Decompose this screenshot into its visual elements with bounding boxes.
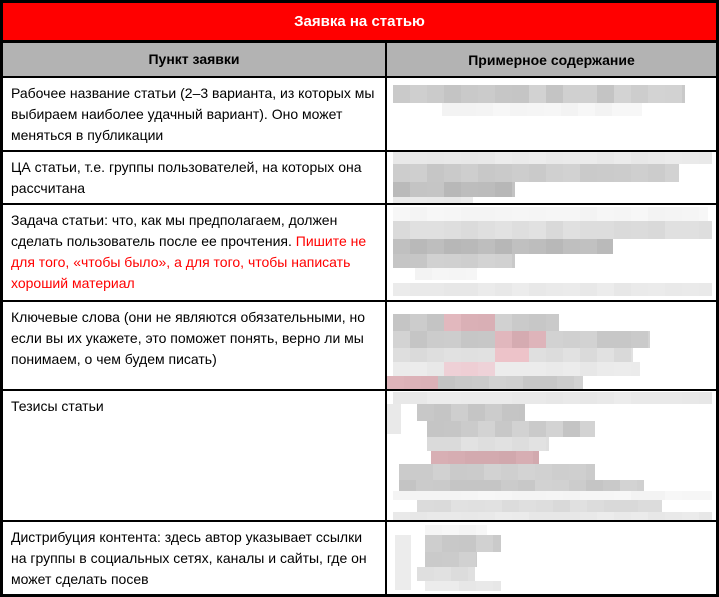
request-item-cell	[3, 391, 387, 520]
table-row	[3, 78, 716, 152]
table-row	[3, 205, 716, 302]
column-header-request-item: Пункт заявки	[3, 43, 387, 76]
content-cell	[387, 302, 716, 389]
request-item-cell	[3, 522, 387, 594]
request-item-text: Ключевые слова (они не являются обязательными, но если вы их укажете, это поможет понять, верно ли мы понимаем, о чем будем писать)	[11, 309, 366, 367]
content-cell	[387, 78, 716, 150]
redacted-content	[387, 391, 716, 520]
request-item-text: Тезисы статьи	[11, 398, 104, 414]
request-item-text: ЦА статьи, т.е. группы пользователей, на которых она рассчитана	[11, 159, 362, 196]
table-row	[3, 391, 716, 522]
content-cell	[387, 205, 716, 300]
request-item-text: Рабочее название статьи (2–3 варианта, из которых мы выбираем наиболее удачный вариант). Оно может меняться в публикации	[11, 85, 375, 143]
request-item-cell	[3, 302, 387, 389]
redacted-content	[387, 152, 716, 203]
redacted-content	[387, 302, 716, 389]
request-item-cell	[3, 205, 387, 300]
table-title: Заявка на статью	[3, 3, 716, 43]
request-item-text: Дистрибуция контента: здесь автор указывает ссылки на группы в социальных сетях, каналы и сайты, где он может сделать посев	[11, 529, 367, 587]
table-row	[3, 152, 716, 205]
content-cell	[387, 522, 716, 594]
request-item-cell	[3, 152, 387, 203]
table-row	[3, 302, 716, 391]
request-item-text: Задача статьи: что, как мы предполагаем, должен сделать пользователь после ее прочтения.	[11, 212, 338, 249]
redacted-content	[387, 78, 716, 150]
content-cell	[387, 391, 716, 520]
table-row	[3, 522, 716, 594]
content-cell	[387, 152, 716, 203]
redacted-content	[387, 522, 716, 594]
redacted-content	[387, 205, 716, 300]
request-item-text-red: Пишите не для того, «чтобы было», а для того, чтобы написать хороший материал	[11, 233, 367, 291]
column-header-approx-content: Примерное содержание	[468, 51, 635, 68]
table-header-row	[3, 43, 716, 78]
request-item-cell	[3, 78, 387, 150]
